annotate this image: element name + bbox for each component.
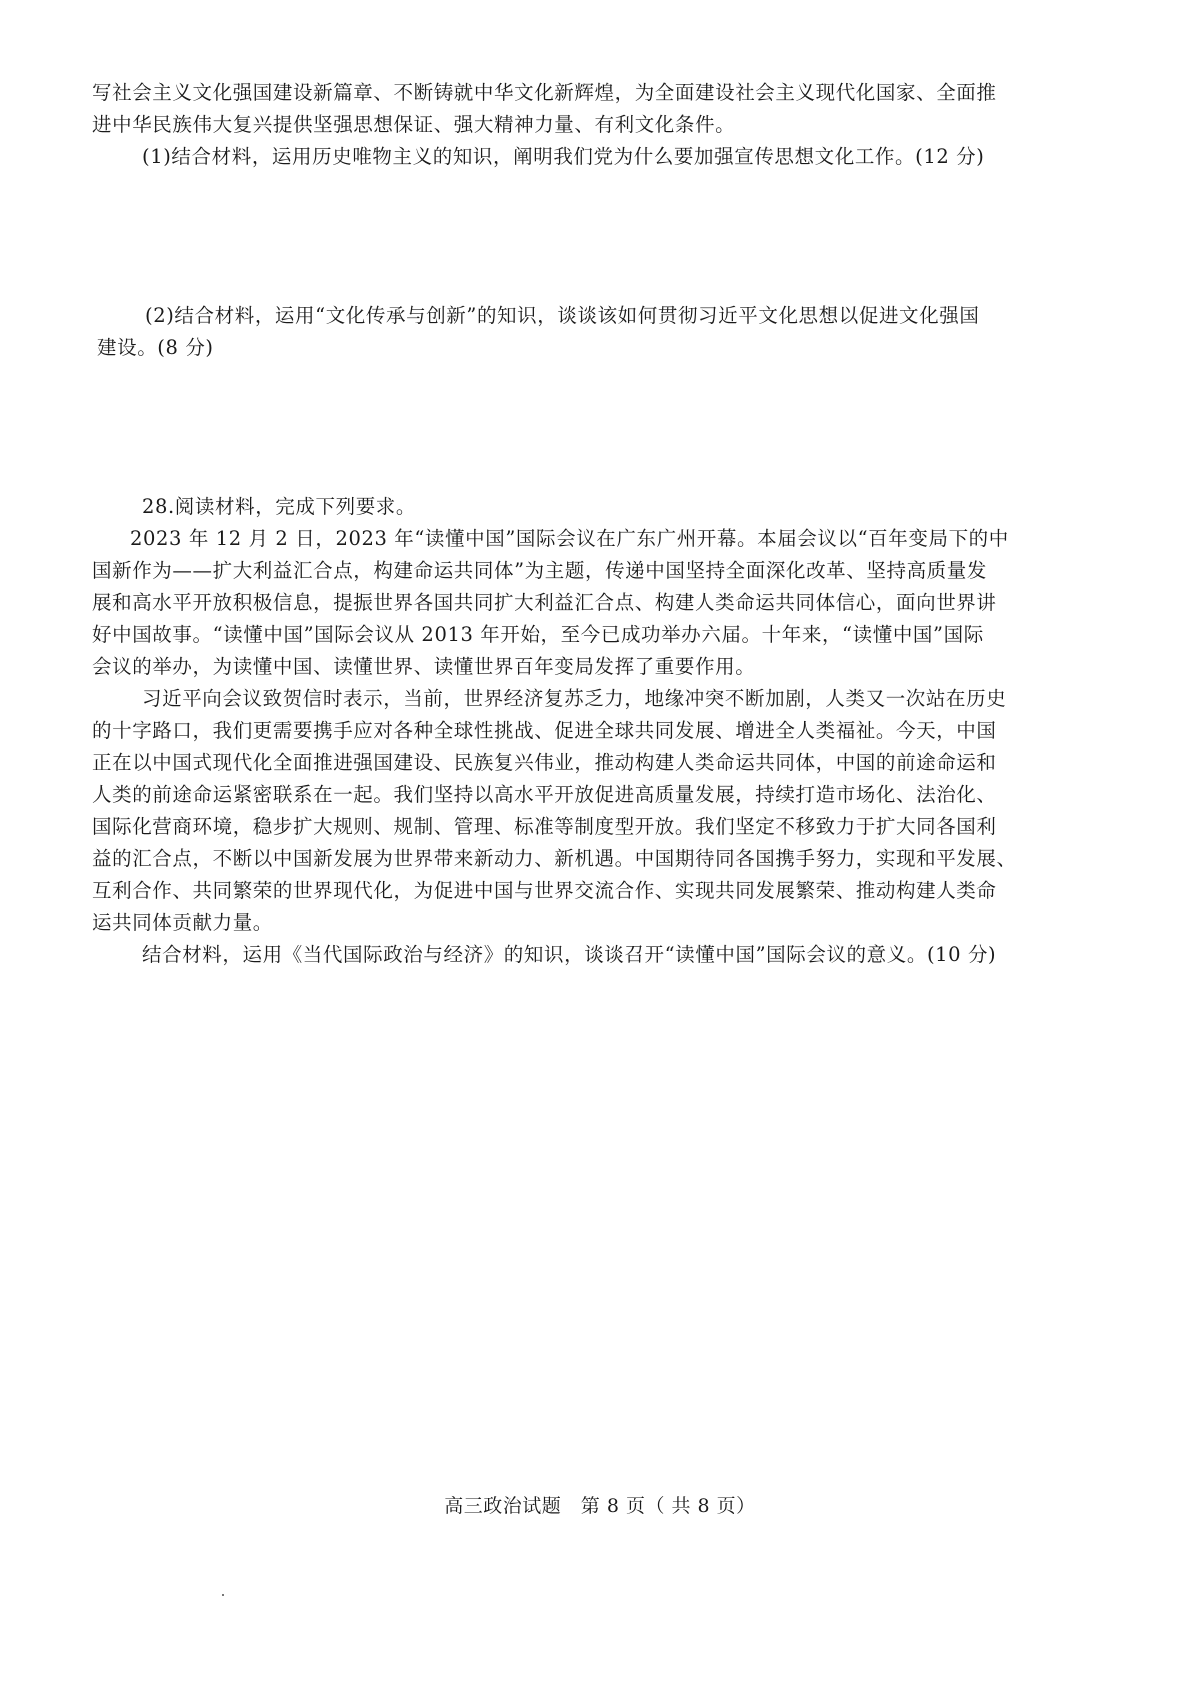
question-28: 结合材料，运用《当代国际政治与经济》的知识，谈谈召开“读懂中国”国际会议的意义。(10 分) [142, 943, 997, 966]
question-27-2-line-1: (2)结合材料，运用“文化传承与创新”的知识，谈谈该如何贯彻习近平文化思想以促进文化强国 [145, 304, 980, 327]
q28-para2-line-7: 互利合作、共同繁荣的世界现代化，为促进中国与世界交流合作、实现共同发展繁荣、推动构建人类命 [92, 879, 997, 902]
q28-para2-line-6: 益的汇合点，不断以中国新发展为世界带来新动力、新机遇。中国期待同各国携手努力，实现和平发展、 [92, 847, 1017, 870]
question-27-2-line-2: 建设。(8 分) [97, 336, 214, 359]
q28-para2-line-2: 的十字路口，我们更需要携手应对各种全球性挑战、促进全球共同发展、增进全人类福祉。今天，中国 [92, 719, 997, 742]
q28-para1-line-1: 2023 年 12 月 2 日，2023 年“读懂中国”国际会议在广东广州开幕。本届会议以“百年变局下的中 [130, 527, 1009, 550]
q28-para2-line-1: 习近平向会议致贺信时表示，当前，世界经济复苏乏力，地缘冲突不断加剧，人类又一次站在历史 [142, 687, 1007, 710]
material-27-line-1: 写社会主义文化强国建设新篇章、不断铸就中华文化新辉煌，为全面建设社会主义现代化国家、全面推 [92, 81, 997, 104]
q28-para2-line-3: 正在以中国式现代化全面推进强国建设、民族复兴伟业，推动构建人类命运共同体，中国的前途命运和 [92, 751, 997, 774]
q28-para1-line-4: 好中国故事。“读懂中国”国际会议从 2013 年开始，至今已成功举办六届。十年来，“读懂中国”国际 [92, 623, 984, 646]
question-28-heading: 28.阅读材料，完成下列要求。 [142, 495, 417, 518]
q28-para2-line-5: 国际化营商环境，稳步扩大规则、规制、管理、标准等制度型开放。我们坚定不移致力于扩大同各国利 [92, 815, 997, 838]
page-footer: 高三政治试题 第 8 页（ 共 8 页） [444, 1495, 756, 1517]
q28-para2-line-4: 人类的前途命运紧密联系在一起。我们坚持以高水平开放促进高质量发展，持续打造市场化、法治化、 [92, 783, 997, 806]
scan-speck [222, 1594, 224, 1596]
question-27-1: (1)结合材料，运用历史唯物主义的知识，阐明我们党为什么要加强宣传思想文化工作。(12 分) [142, 145, 985, 168]
q28-para1-line-3: 展和高水平开放积极信息，提振世界各国共同扩大利益汇合点、构建人类命运共同体信心，面向世界讲 [92, 591, 997, 614]
material-27-line-2: 进中华民族伟大复兴提供坚强思想保证、强大精神力量、有利文化条件。 [92, 113, 736, 136]
q28-para1-line-2: 国新作为——扩大利益汇合点，构建命运共同体”为主题，传递中国坚持全面深化改革、坚持高质量发 [92, 559, 987, 582]
q28-para2-line-8: 运共同体贡献力量。 [92, 911, 273, 934]
q28-para1-line-5: 会议的举办，为读懂中国、读懂世界、读懂世界百年变局发挥了重要作用。 [92, 655, 756, 678]
